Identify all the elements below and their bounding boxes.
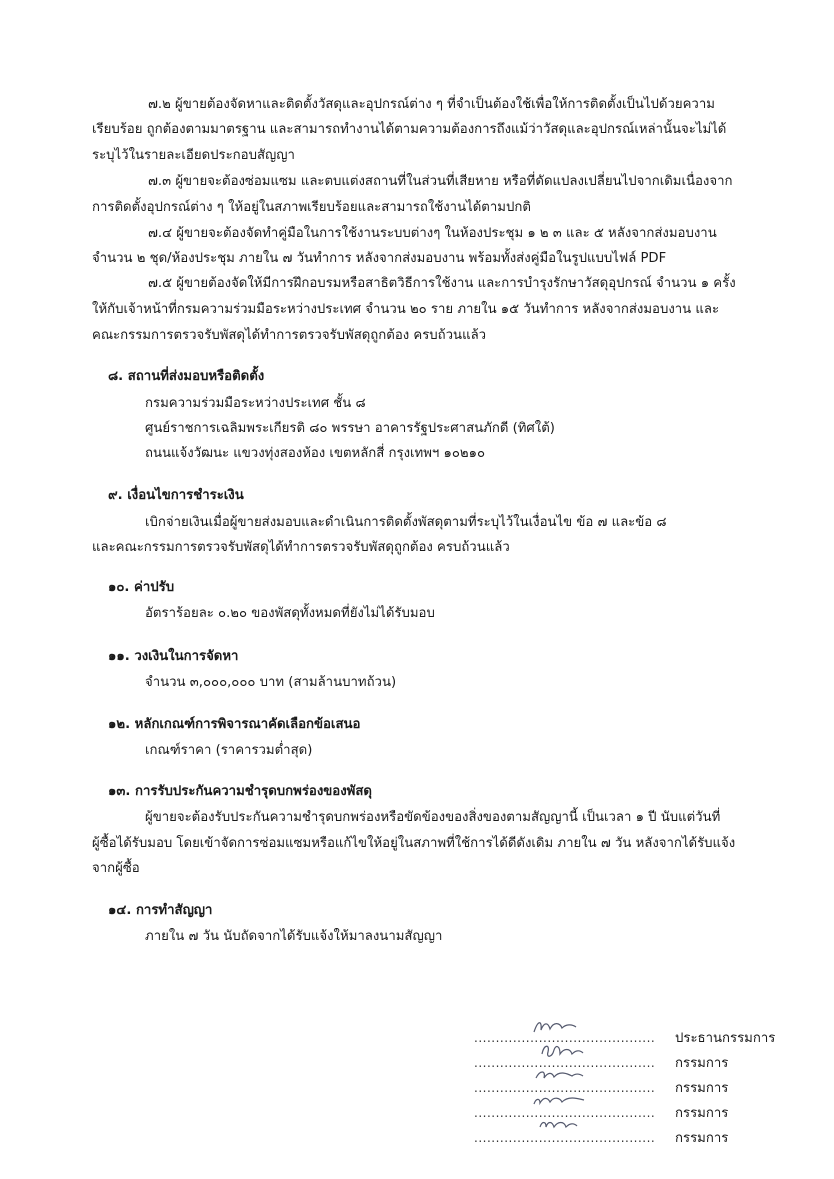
signature-4-dots: .......................................... [474,1106,656,1120]
section-9-line-2: และคณะกรรมการตรวจรับพัสดุได้ทำการตรวจรับพัสดุถูกต้อง ครบถ้วนแล้ว [92,540,510,555]
section-12-line-1: เกณฑ์ราคา (ราคารวมต่ำสุด) [145,743,313,758]
section-13-line-1: ผู้ขายจะต้องรับประกันความชำรุดบกพร่องหรือขัดข้องของสิ่งของตามสัญญานี้ เป็นเวลา ๑ ปี นับแต่วันที่ [145,810,721,825]
para-7-3-line-1: ๗.๓ ผู้ขายจะต้องซ่อมแซม และตบแต่งสถานที่ในส่วนที่เสียหาย หรือที่ดัดแปลงเปลี่ยนไปจากเดิมเนื่องจาก [148,174,733,189]
section-8-line-1: กรมความร่วมมือระหว่างประเทศ ชั้น ๘ [145,396,366,411]
section-14-heading: ๑๔. การทำสัญญา [108,903,213,918]
section-12-heading: ๑๒. หลักเกณฑ์การพิจารณาคัดเลือกข้อเสนอ [108,717,361,732]
signature-3-title: กรรมการ [675,1081,729,1096]
section-13-line-2: ผู้ซื้อได้รับมอบ โดยเข้าจัดการซ่อมแซมหรือแก้ไขให้อยู่ในสภาพที่ใช้การได้ดีดังเดิม ภายใน ๗ วัน หลังจากได้รับแจ้ง [92,836,736,851]
section-13-heading: ๑๓. การรับประกันความชำรุดบกพร่องของพัสดุ [108,784,372,799]
section-8-line-3: ถนนแจ้งวัฒนะ แขวงทุ่งสองห้อง เขตหลักสี่ กรุงเทพฯ ๑๐๒๑๐ [145,446,486,461]
section-9-line-1: เบิกจ่ายเงินเมื่อผู้ขายส่งมอบและดำเนินการติดตั้งพัสดุตามที่ระบุไว้ในเงื่อนไข ข้อ ๗ และข้อ ๘ [145,515,667,530]
para-7-5-line-3: คณะกรรมการตรวจรับพัสดุได้ทำการตรวจรับพัสดุถูกต้อง ครบถ้วนแล้ว [92,328,487,343]
para-7-3-line-2: การติดตั้งอุปกรณ์ต่าง ๆ ให้อยู่ในสภาพเรียบร้อยและสามารถใช้งานได้ตามปกติ [92,200,531,215]
para-7-2-line-2: เรียบร้อย ถูกต้องตามมาตรฐาน และสามารถทำงานได้ตามความต้องการถึงแม้ว่าวัสดุและอุปกรณ์เหล่านั้นจะไม่ได้ [92,122,727,137]
para-7-4-line-2: จำนวน ๒ ชุด/ห้องประชุม ภายใน ๗ วันทำการ หลังจากส่งมอบงาน พร้อมทั้งส่งคู่มือในรูปแบบไฟล์ PDF [92,251,667,266]
para-7-2-line-1: ๗.๒ ผู้ขายต้องจัดหาและติดตั้งวัสดุและอุปกรณ์ต่าง ๆ ที่จำเป็นต้องใช้เพื่อให้การติดตั้งเป็นไปด้วยความ [148,97,715,112]
para-7-5-line-1: ๗.๕ ผู้ขายต้องจัดให้มีการฝึกอบรมหรือสาธิตวิธีการใช้งาน และการบำรุงรักษาวัสดุอุปกรณ์ จำนวน ๑ ครั้ง [148,276,736,291]
signature-3-dots: .......................................... [474,1081,656,1095]
para-7-5-line-2: ให้กับเจ้าหน้าที่กรมความร่วมมือระหว่างประเทศ จำนวน ๒๐ ราย ภายใน ๑๕ วันทำการ หลังจากส่งมอบงาน และ [92,302,720,317]
section-11-heading: ๑๑. วงเงินในการจัดหา [108,649,239,664]
section-10-heading: ๑๐. ค่าปรับ [108,580,175,595]
signature-5-title: กรรมการ [675,1131,729,1146]
signature-1-title: ประธานกรรมการ [675,1031,776,1046]
signature-2-dots: .......................................... [474,1056,656,1070]
section-10-line-1: อัตราร้อยละ ๐.๒๐ ของพัสดุทั้งหมดที่ยังไม่ได้รับมอบ [145,606,435,621]
section-9-heading: ๙. เงื่อนไขการชำระเงิน [108,488,244,503]
signature-4-title: กรรมการ [675,1106,729,1121]
para-7-4-line-1: ๗.๔ ผู้ขายจะต้องจัดทำคู่มือในการใช้งานระบบต่างๆ ในห้องประชุม ๑ ๒ ๓ และ ๕ หลังจากส่งมอบงาน [148,226,717,241]
para-7-2-line-3: ระบุไว้ในรายละเอียดประกอบสัญญา [92,148,295,163]
signature-1-dots: .......................................... [474,1031,656,1045]
section-8-heading: ๘. สถานที่ส่งมอบหรือติดตั้ง [108,369,265,384]
section-8-line-2: ศูนย์ราชการเฉลิมพระเกียรติ ๘๐ พรรษา อาคารรัฐประศาสนภักดี (ทิศใต้) [145,421,555,436]
section-13-line-3: จากผู้ซื้อ [92,861,140,876]
section-14-line-1: ภายใน ๗ วัน นับถัดจากได้รับแจ้งให้มาลงนามสัญญา [145,929,443,944]
section-11-line-1: จำนวน ๓,๐๐๐,๐๐๐ บาท (สามล้านบาทถ้วน) [145,675,397,690]
signature-2-title: กรรมการ [675,1056,729,1071]
signature-5-dots: .......................................... [474,1131,656,1145]
